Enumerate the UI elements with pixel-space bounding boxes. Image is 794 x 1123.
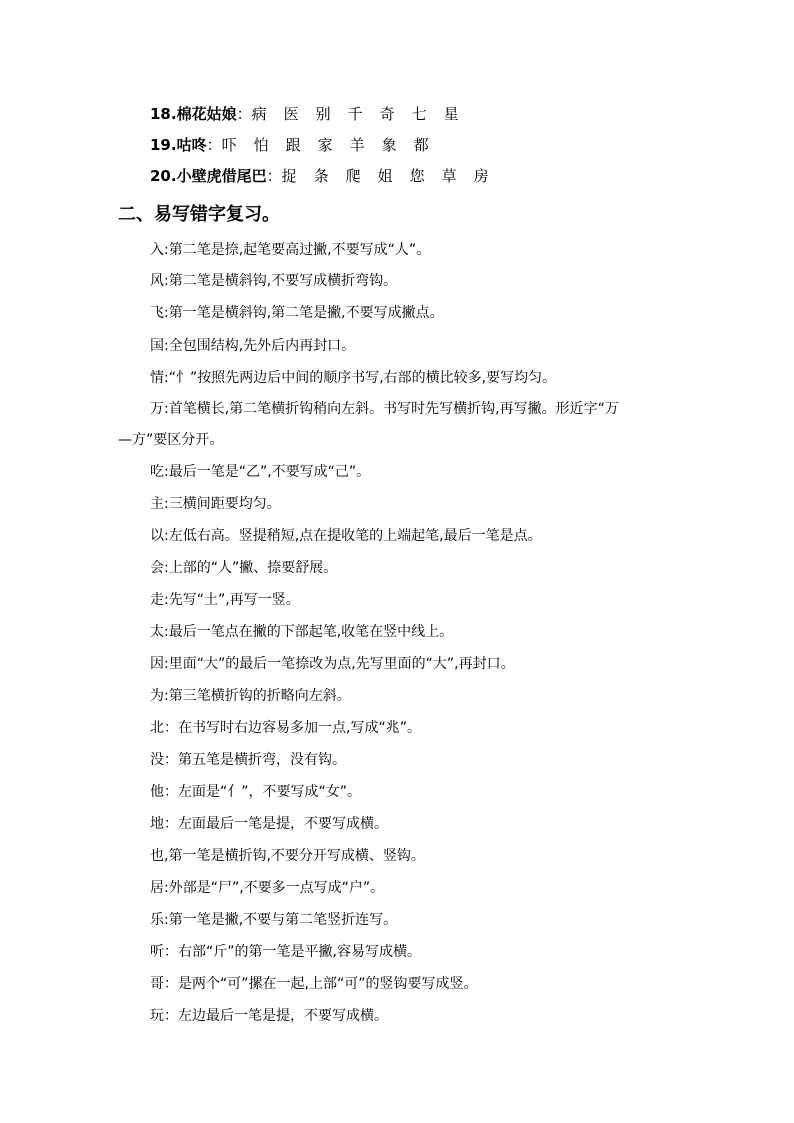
lesson-line-19 <box>150 135 430 155</box>
note-line: 走:先写“土”,再写一竖。 <box>150 592 300 608</box>
note-line: 玩：左边最后一笔是提，不要写成横。 <box>150 1008 388 1024</box>
note-line: 国:全包围结构,先外后内再封口。 <box>150 338 356 354</box>
note-line: 居:外部是“尸”,不要多一点写成“户”。 <box>150 880 385 896</box>
lesson-line-20 <box>150 166 490 186</box>
note-line: 因:里面“大”的最后一笔捺改为点,先写里面的“大”,再封口。 <box>150 656 515 672</box>
note-line: 乐:第一笔是撇,不要与第二笔竖折连写。 <box>150 912 398 928</box>
note-line: 飞:第一笔是横斜钩,第二笔是撇,不要写成撇点。 <box>150 305 444 321</box>
note-line: 哥：是两个“可”摞在一起,上部“可”的竖钩要写成竖。 <box>150 976 478 992</box>
note-line: 风:第二笔是横斜钩,不要写成横折弯钩。 <box>150 273 398 289</box>
note-line-continued: —方”要区分开。 <box>118 432 224 448</box>
lesson-characters: 吓 怕 跟 家 羊 象 都 <box>221 136 430 154</box>
note-line: 他：左面是“亻”，不要写成“女”。 <box>150 784 362 800</box>
note-line: 情:“忄”按照先两边后中间的顺序书写,右部的横比较多,要写均匀。 <box>150 370 557 386</box>
lesson-separator: ： <box>236 105 252 123</box>
note-line: 为:第三笔横折钩的折略向左斜。 <box>150 688 351 704</box>
note-line: 吃:最后一笔是“乙”,不要写成“己”。 <box>150 464 371 480</box>
note-line: 北：在书写时右边容易多加一点,写成“兆”。 <box>150 720 421 736</box>
note-line: 主:三横间距要均匀。 <box>150 496 281 512</box>
note-line: 听：右部“斤”的第一笔是平撇,容易写成横。 <box>150 944 421 960</box>
lesson-title: 19.咕咚 <box>150 136 207 154</box>
note-line: 万:首笔横长,第二笔横折钩稍向左斜。书写时先写横折钩,再写撇。形近字“万 <box>150 401 619 417</box>
lesson-separator: ： <box>206 136 222 154</box>
lesson-title: 20.小壁虎借尾巴 <box>150 167 267 185</box>
note-line: 地：左面最后一笔是提，不要写成横。 <box>150 816 388 832</box>
lesson-characters: 病 医 别 千 奇 七 星 <box>251 105 460 123</box>
note-line: 太:最后一笔点在撇的下部起笔,收笔在竖中线上。 <box>150 624 454 640</box>
note-line: 以:左低右高。竖提稍短,点在提收笔的上端起笔,最后一笔是点。 <box>150 528 542 544</box>
lesson-characters: 捉 条 爬 姐 您 草 房 <box>281 167 490 185</box>
section-heading: 二、易写错字复习。 <box>118 204 280 225</box>
note-line: 会:上部的“人”撇、捺要舒展。 <box>150 560 338 576</box>
note-line: 没：第五笔是横折弯，没有钩。 <box>150 752 346 768</box>
lesson-separator: ： <box>266 167 282 185</box>
lesson-title: 18.棉花姑娘 <box>150 105 237 123</box>
note-line: 入:第二笔是捺,起笔要高过撇,不要写成“人”。 <box>150 242 431 258</box>
note-line: 也,第一笔是横折钩,不要分开写成横、竖钩。 <box>150 848 425 864</box>
lesson-line-18 <box>150 104 460 124</box>
